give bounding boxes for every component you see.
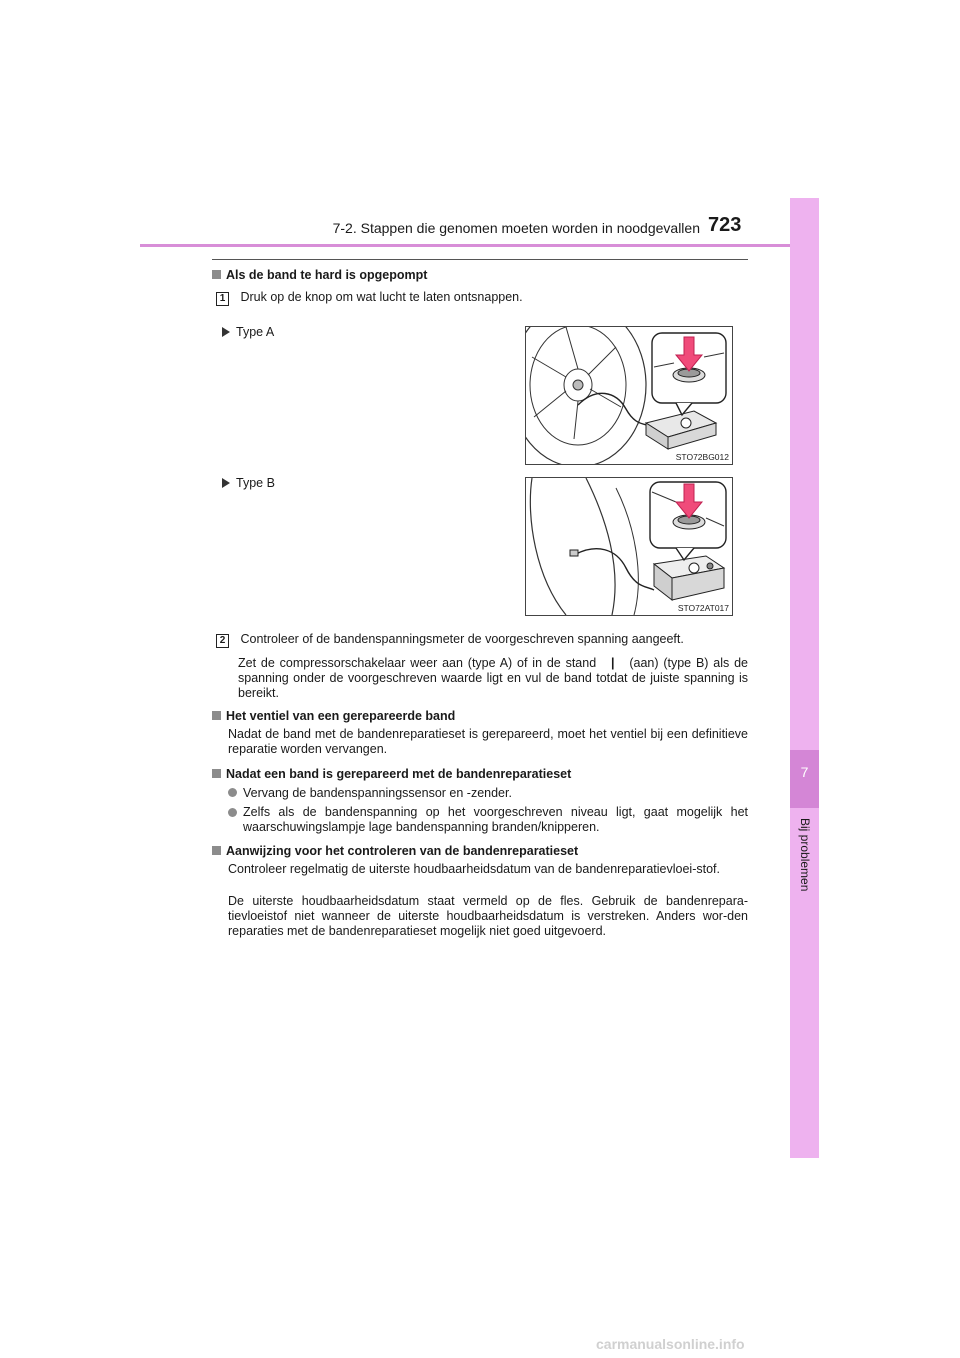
- content-top-rule: [212, 259, 748, 260]
- figure-code-b: STO72AT017: [677, 603, 729, 613]
- page-number: 723: [708, 214, 742, 236]
- watermark: carmanualsonline.info: [596, 1336, 745, 1352]
- type-a-label: Type A: [222, 325, 274, 340]
- step-number-1: 1: [216, 292, 229, 306]
- list-item: Zelfs als de bandenspanning op het voorgeschreven niveau ligt, gaat mogelijk het waarschuwingslampje lage bandenspanning branden/knipperen.: [228, 805, 748, 835]
- step-2-detail: Zet de compressorschakelaar weer aan (type A) of in de stand | (aan) (type B) als de spanning onder de voorgeschreven waarde ligt en vul de band totdat de juiste spanning is bereikt.: [238, 656, 748, 700]
- figure-code-a: STO72BG012: [675, 452, 729, 462]
- square-bullet-icon: [212, 769, 221, 778]
- chapter-number: 7: [800, 764, 809, 780]
- side-tab: [790, 198, 819, 1158]
- section-heading-valve: Het ventiel van een gerepareerde band: [212, 709, 455, 724]
- section-heading-overinflated: Als de band te hard is opgepompt: [212, 268, 427, 283]
- section-heading-check-kit: Aanwijzing voor het controleren van de bandenreparatieset: [212, 844, 578, 859]
- compressor-type-b-illustration: [526, 478, 732, 615]
- triangle-arrow-icon: [222, 327, 230, 337]
- header-rule: [140, 244, 790, 247]
- figure-type-b: [525, 477, 733, 616]
- step-2: 2 Controleer of de bandenspanningsmeter de voorgeschreven spanning aangeeft.: [216, 632, 684, 648]
- section-title: 7-2. Stappen die genomen moeten worden in noodgevallen: [332, 220, 700, 236]
- list-item: Vervang de bandenspanningssensor en -zender.: [228, 786, 748, 801]
- figure-type-a: [525, 326, 733, 465]
- section-check-kit-paragraph-1: Controleer regelmatig de uiterste houdbaarheidsdatum van de bandenreparatievloei-stof.: [228, 862, 720, 876]
- round-bullet-icon: [228, 788, 237, 797]
- step-1: 1 Druk op de knop om wat lucht te laten ontsnappen.: [216, 290, 523, 306]
- triangle-arrow-icon: [222, 478, 230, 488]
- chapter-label: Bij problemen: [798, 818, 812, 892]
- section-heading-after-repair: Nadat een band is gerepareerd met de bandenreparatieset: [212, 767, 571, 782]
- compressor-type-a-illustration: [526, 327, 732, 464]
- step-number-2: 2: [216, 634, 229, 648]
- on-switch-symbol: |: [611, 656, 615, 670]
- section-check-kit-paragraph-2: De uiterste houdbaarheidsdatum staat vermeld op de fles. Gebruik de bandenrepara-tievloeistof niet wanneer de uiterste houdbaarheidsdatum is verstreken. Anders wor-den reparaties met de bandenreparatieset mogelijk niet goed uitgevoerd.: [228, 894, 748, 938]
- round-bullet-icon: [228, 808, 237, 817]
- section-valve-text: Nadat de band met de bandenreparatieset is gerepareerd, moet het ventiel bij een definitieve reparatie worden vervangen.: [228, 727, 748, 756]
- square-bullet-icon: [212, 846, 221, 855]
- square-bullet-icon: [212, 711, 221, 720]
- type-b-label: Type B: [222, 476, 275, 491]
- square-bullet-icon: [212, 270, 221, 279]
